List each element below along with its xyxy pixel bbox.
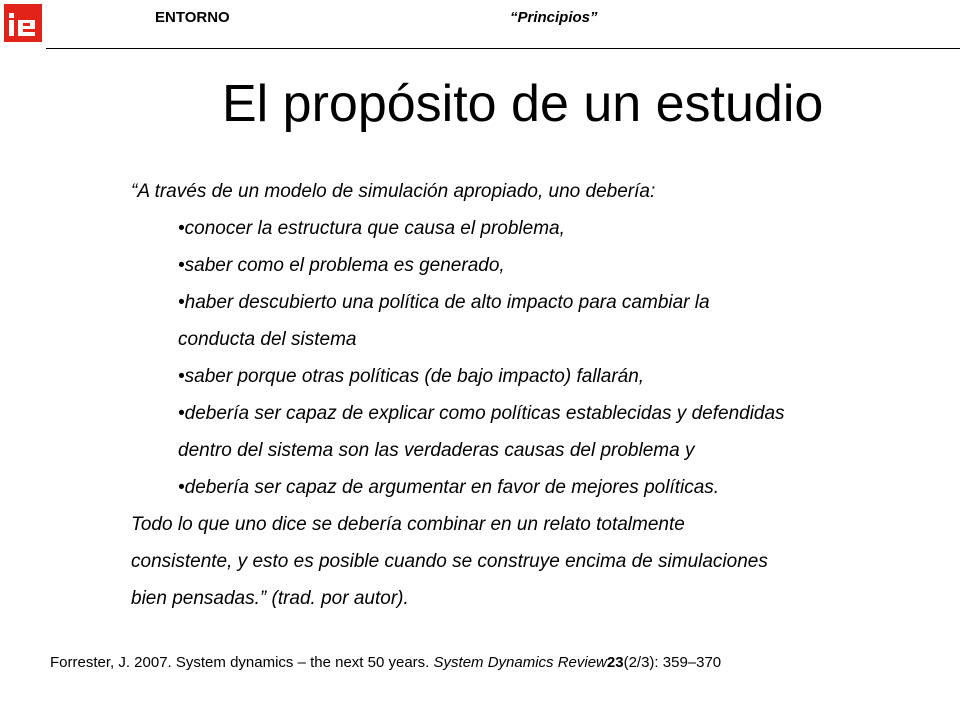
bullet-item: •haber descubierto una política de alto impacto para cambiar la (178, 292, 710, 313)
citation-authors: Forrester, J. 2007. System dynamics – the next 50 years. (50, 654, 434, 671)
bullet-item: •conocer la estructura que causa el problema, (178, 218, 565, 239)
header-section-label: ENTORNO (155, 9, 230, 26)
bullet-item: •debería ser capaz de explicar como políticas establecidas y defendidas (178, 403, 785, 424)
slide-title: El propósito de un estudio (222, 75, 824, 133)
quote-closing-line: consistente, y esto es posible cuando se construye encima de simulaciones (131, 551, 768, 572)
quote-block (131, 173, 951, 617)
bullet-item-continuation: conducta del sistema (178, 329, 357, 350)
quote-intro: “A través de un modelo de simulación apropiado, uno debería: (131, 181, 656, 202)
bullet-item-continuation: dentro del sistema son las verdaderas causas del problema y (178, 440, 695, 461)
bullet-item: •saber como el problema es generado, (178, 255, 505, 276)
ie-logo-icon (4, 4, 42, 42)
citation (50, 654, 721, 671)
citation-volume: 23 (606, 654, 624, 671)
bullet-item: •saber porque otras políticas (de bajo impacto) fallarán, (178, 366, 645, 387)
quote-closing-line: Todo lo que uno dice se debería combinar en un relato totalmente (131, 514, 685, 535)
header-divider (46, 48, 960, 49)
citation-issue-pages: (2/3): 359–370 (623, 654, 722, 671)
header-topic-label: “Principios” (510, 9, 598, 26)
quote-closing-line: bien pensadas.” (trad. por autor). (131, 588, 409, 609)
citation-journal: System Dynamics Review (433, 654, 607, 671)
bullet-item: •debería ser capaz de argumentar en favor de mejores políticas. (178, 477, 720, 498)
